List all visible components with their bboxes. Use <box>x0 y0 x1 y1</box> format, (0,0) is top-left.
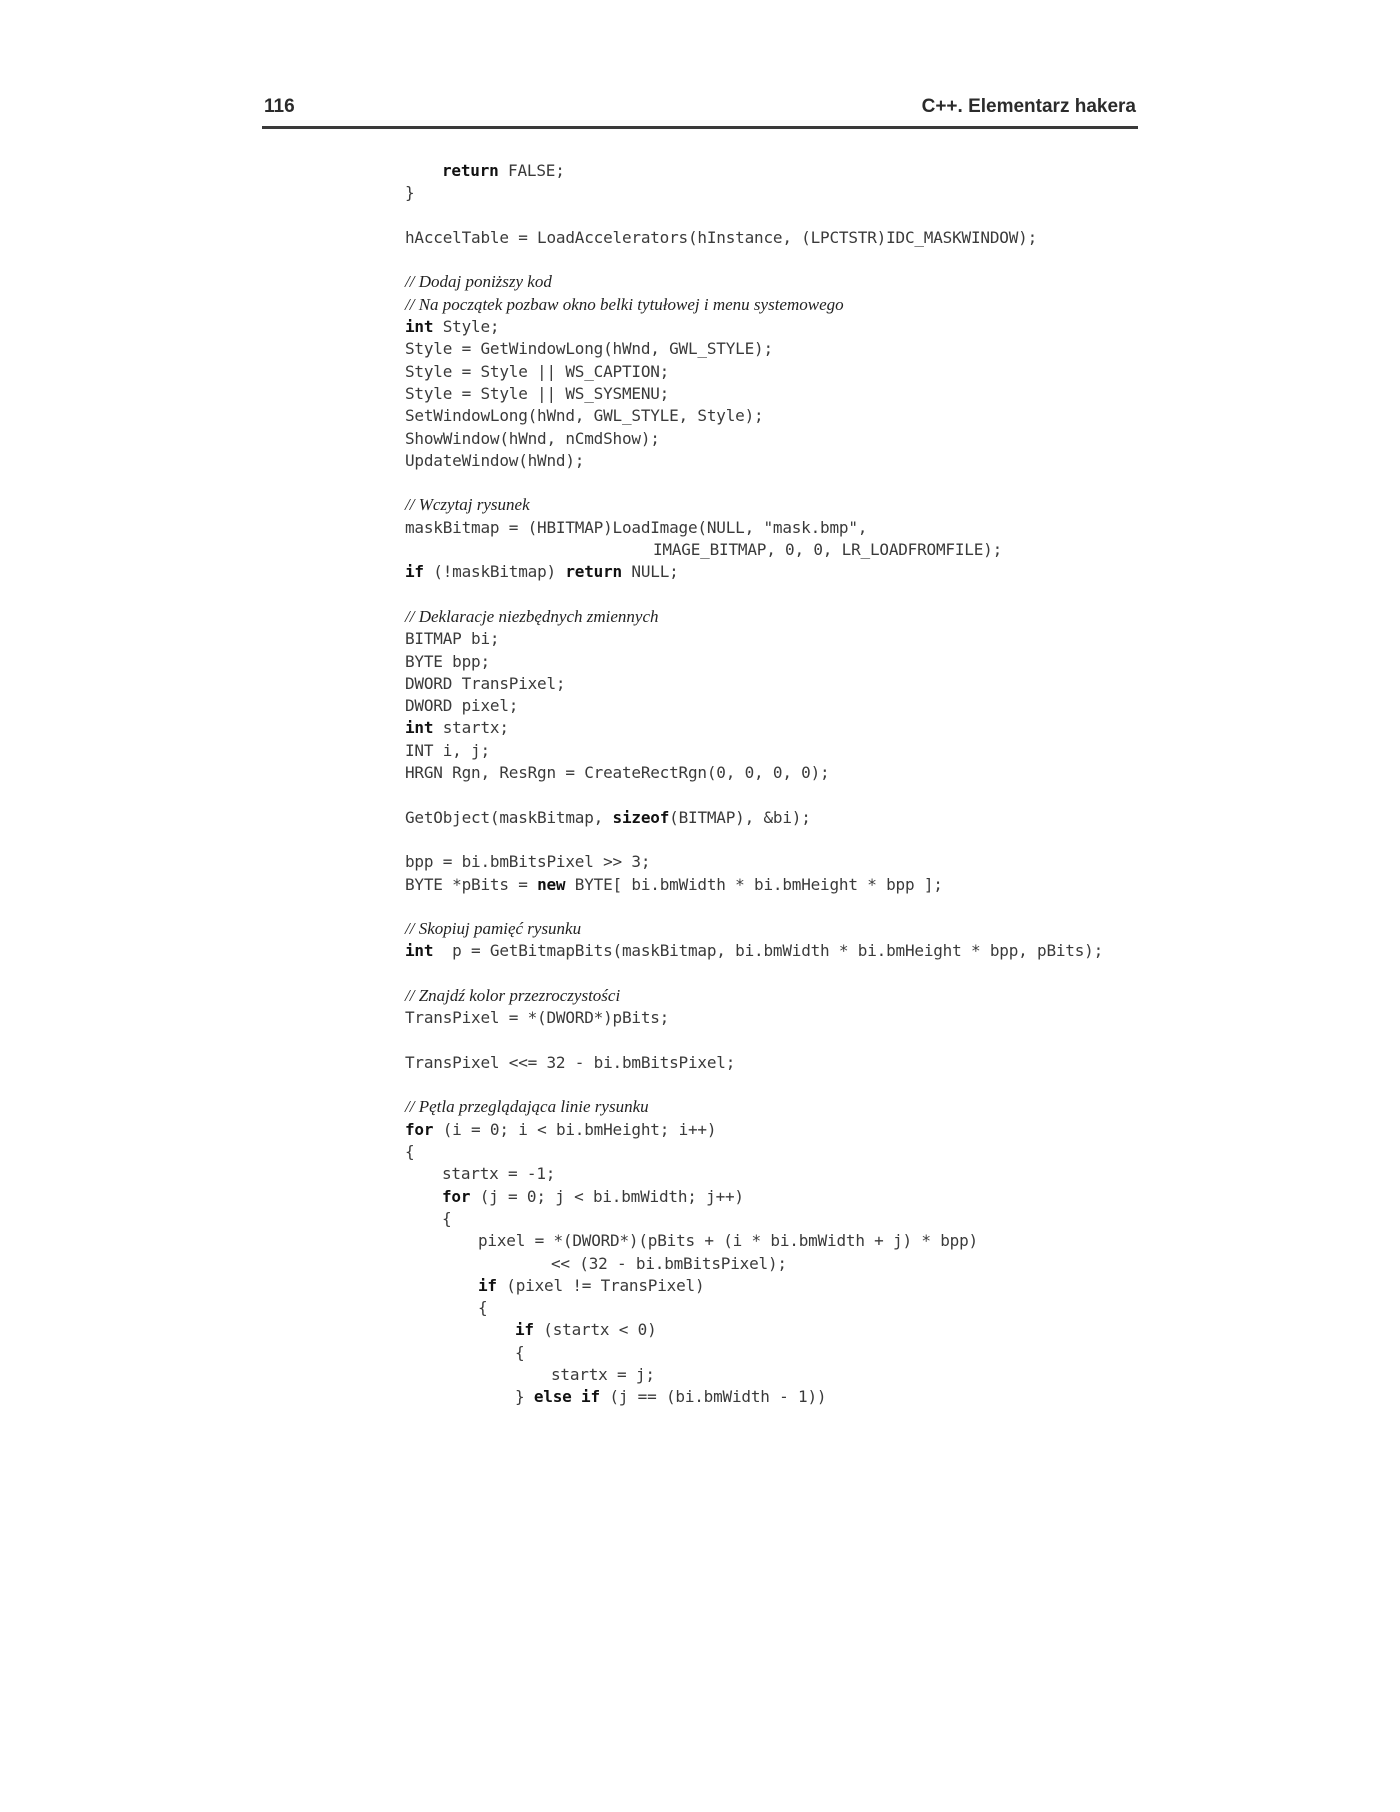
code-comment: // Skopiuj pamięć rysunku <box>405 919 582 939</box>
code-line: UpdateWindow(hWnd); <box>405 450 585 470</box>
blank-line <box>405 584 1125 606</box>
code-text: (startx < 0) <box>533 1320 657 1340</box>
code-text: (!maskBitmap) <box>423 562 566 582</box>
code-line: { <box>442 1208 452 1228</box>
code-line: << (32 - bi.bmBitsPixel); <box>551 1253 787 1273</box>
blank-line <box>405 784 1125 806</box>
code-text: (i = 0; i < bi.bmHeight; i++) <box>433 1119 717 1139</box>
code-comment: // Na początek pozbaw okno belki tytułowej i menu systemowego <box>405 294 844 314</box>
code-line: hAccelTable = LoadAccelerators(hInstance, (LPCTSTR)IDC_MASKWINDOW); <box>405 227 1037 247</box>
code-line <box>405 807 1125 829</box>
code-line: } <box>405 183 415 203</box>
code-line: { <box>405 1142 415 1162</box>
code-line <box>405 561 1125 583</box>
code-comment: // Wczytaj rysunek <box>405 495 530 515</box>
code-line: { <box>515 1342 525 1362</box>
code-comment: // Znajdź kolor przezroczystości <box>405 985 621 1005</box>
code-line <box>405 1186 1125 1208</box>
code-line <box>405 1319 1125 1341</box>
code-text: FALSE; <box>498 161 565 180</box>
code-text <box>572 1387 581 1406</box>
code-comment: // Dodaj poniższy kod <box>405 272 552 292</box>
code-line: Style = Style || WS_CAPTION; <box>405 361 670 381</box>
keyword: return <box>442 161 499 180</box>
keyword: if <box>405 562 424 582</box>
code-line: SetWindowLong(hWnd, GWL_STYLE, Style); <box>405 406 764 426</box>
code-line: ShowWindow(hWnd, nCmdShow); <box>405 428 660 448</box>
book-title: C++. Elementarz hakera <box>921 96 1136 117</box>
code-line: BITMAP bi; <box>405 629 500 649</box>
blank-line <box>405 829 1125 851</box>
code-line: HRGN Rgn, ResRgn = CreateRectRgn(0, 0, 0, 0); <box>405 763 830 783</box>
code-line: startx = j; <box>551 1365 655 1385</box>
code-line <box>405 717 1125 739</box>
code-text: } <box>515 1387 534 1407</box>
code-text: (j = 0; j < bi.bmWidth; j++) <box>470 1186 744 1206</box>
running-header <box>262 94 1138 129</box>
code-line <box>405 160 1125 182</box>
blank-line <box>405 1074 1125 1096</box>
code-line: pixel = *(DWORD*)(pBits + (i * bi.bmWidth + j) * bpp) <box>478 1231 978 1251</box>
code-text: BYTE *pBits = <box>405 874 538 894</box>
code-comment: // Deklaracje niezbędnych zmiennych <box>405 606 659 626</box>
code-line <box>405 1119 1125 1141</box>
code-line <box>405 940 1125 962</box>
keyword: int <box>405 941 434 961</box>
code-line: BYTE bpp; <box>405 651 490 671</box>
code-line: Style = GetWindowLong(hWnd, GWL_STYLE); <box>405 339 773 359</box>
code-text: Style; <box>433 317 500 337</box>
code-line <box>405 1386 1125 1408</box>
code-text: (pixel != TransPixel) <box>496 1275 705 1295</box>
keyword: if <box>515 1320 534 1340</box>
code-line: DWORD TransPixel; <box>405 673 566 693</box>
keyword: else <box>533 1387 572 1407</box>
keyword: for <box>405 1119 434 1139</box>
page-number: 116 <box>264 96 295 117</box>
code-comment: // Pętla przeglądająca linie rysunku <box>405 1097 649 1117</box>
keyword: sizeof <box>612 807 670 827</box>
blank-line <box>405 896 1125 918</box>
code-line <box>405 316 1125 338</box>
code-line: Style = Style || WS_SYSMENU; <box>405 383 670 403</box>
code-line: TransPixel <<= 32 - bi.bmBitsPixel; <box>405 1052 736 1072</box>
keyword: new <box>537 874 566 894</box>
code-line: maskBitmap = (HBITMAP)LoadImage(NULL, "mask.bmp", <box>405 517 868 537</box>
code-line: DWORD pixel; <box>405 696 519 716</box>
code-listing <box>405 160 1125 1409</box>
keyword: int <box>405 317 434 337</box>
blank-line <box>405 249 1125 271</box>
code-text: BYTE[ bi.bmWidth * bi.bmHeight * bpp ]; <box>565 874 943 894</box>
keyword: if <box>581 1387 600 1407</box>
code-text: GetObject(maskBitmap, <box>405 807 613 827</box>
blank-line <box>405 205 1125 227</box>
code-text: (BITMAP), &bi); <box>669 807 811 827</box>
code-line <box>405 1275 1125 1297</box>
code-text: p = GetBitmapBits(maskBitmap, bi.bmWidth * bi.bmHeight * bpp, pBits); <box>433 941 1104 961</box>
keyword: int <box>405 718 434 738</box>
code-line: IMAGE_BITMAP, 0, 0, LR_LOADFROMFILE); <box>653 540 1003 560</box>
keyword: for <box>442 1186 471 1206</box>
code-text: (j == (bi.bmWidth - 1)) <box>599 1387 827 1407</box>
code-line: bpp = bi.bmBitsPixel >> 3; <box>405 852 651 872</box>
code-text: NULL; <box>621 562 679 582</box>
code-line: INT i, j; <box>405 740 490 760</box>
blank-line <box>405 472 1125 494</box>
code-line: TransPixel = *(DWORD*)pBits; <box>405 1008 670 1028</box>
blank-line <box>405 963 1125 985</box>
code-text: startx; <box>433 718 509 738</box>
code-line: startx = -1; <box>442 1164 556 1184</box>
code-line: { <box>478 1298 488 1318</box>
keyword: if <box>478 1275 497 1295</box>
keyword: return <box>565 562 622 582</box>
code-line <box>405 874 1125 896</box>
blank-line <box>405 1030 1125 1052</box>
